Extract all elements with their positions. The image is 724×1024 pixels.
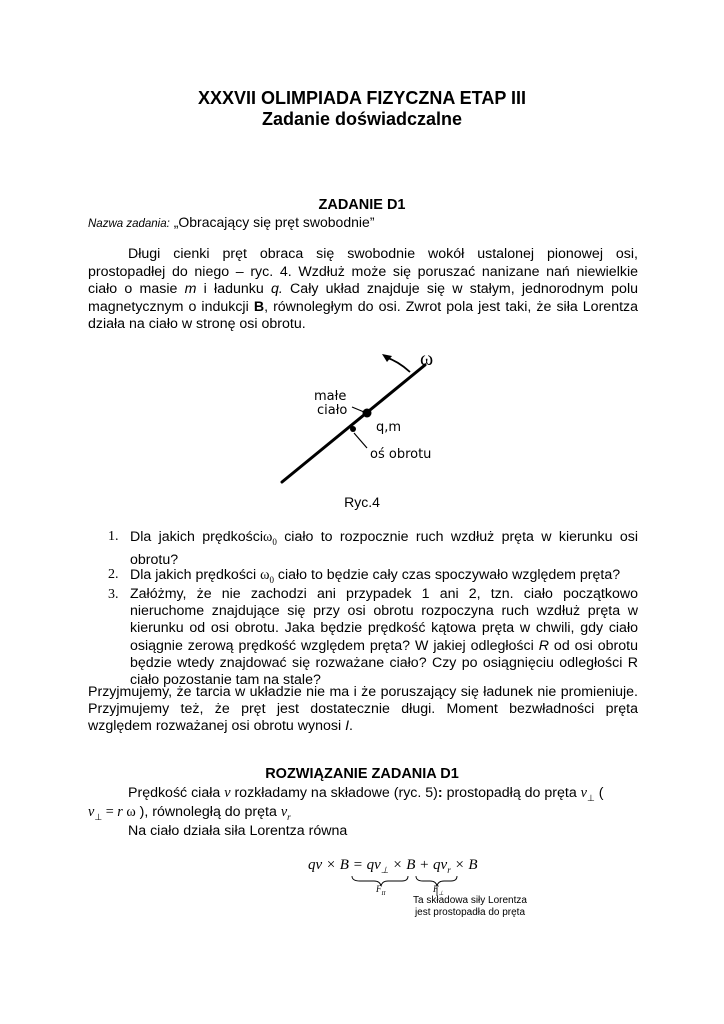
solution-text-1b: rozkładamy na składowe (ryc. 5) — [230, 785, 438, 801]
rotation-arrow-icon — [382, 354, 392, 362]
intro-m: m — [184, 281, 197, 297]
question-3-text-a: Załóżmy, że nie zachodzi ani przypadek 1 ani 2, tzn. ciało początkowo nieruchome znajdujące się przy osi obrotu rozpoczyna ruch wzdłuż pręta w kierunku od osi obrotu. Jaka będzie prędkość kątowa pręta w chwili, gdy ciało osiągnie zerową prędkość względem pręta? W jakiej odległości — [130, 586, 638, 654]
omega-label: ω — [420, 348, 434, 370]
solution-v-perp: v — [580, 785, 587, 801]
intro-B: B — [253, 298, 265, 315]
intro-text-1: Długi cienki pręt obraca się swobodnie wokół ustalonej pionowej osi, prostopadłej do niego – ryc. 4. Wzdłuż może się poruszać nanizane nań niewielkie ciało o masie — [88, 246, 638, 297]
solution-line-2 — [88, 804, 291, 823]
document-subtitle: Zadanie doświadczalne — [261, 109, 463, 129]
equation-braces — [350, 874, 470, 888]
question-3 — [108, 586, 638, 689]
intro-text-3: Cały układ znajduje się w stałym, jednorodnym polu magnetycznym o indukcji — [88, 281, 638, 315]
intro-text-2: i ładunku — [196, 281, 271, 297]
brace-label-parallel — [376, 884, 386, 897]
question-1-omega-sub: 0 — [272, 536, 277, 547]
axis-pointer — [354, 433, 367, 448]
intro-text-4: , równoległym do osi. Zwrot pola jest taki, że siła Lorentza działa na ciało w stronę osi obrotu. — [88, 298, 639, 332]
equation-term1-sub: ⊥ — [380, 865, 389, 875]
question-3-number: 3. — [108, 587, 119, 602]
question-1 — [108, 528, 638, 570]
assumptions-paragraph — [88, 684, 638, 736]
document-title: XXXVII OLIMPIADA FIZYCZNA ETAP III — [197, 88, 527, 108]
solution-heading: ROZWIĄZANIE ZADANIA D1 — [265, 766, 459, 782]
solution-line2-vr: v — [280, 804, 288, 820]
question-3-R: R — [538, 637, 549, 654]
solution-colon: : — [437, 785, 443, 801]
solution-line-1 — [128, 785, 648, 804]
question-2-text-a: Dla jakich prędkości — [130, 567, 261, 583]
equation-plus: + — [415, 857, 434, 873]
assumptions-end: . — [349, 718, 353, 735]
equation-lhs: qv × B = — [308, 857, 367, 873]
problem-name-label: Nazwa zadania: — [88, 218, 170, 230]
intro-paragraph — [88, 246, 638, 334]
solution-line2-r: r — [117, 804, 123, 820]
equation-term2-sub: r — [447, 865, 451, 875]
solution-text-1a: Prędkość ciała — [128, 785, 225, 801]
question-1-omega: ω — [263, 529, 273, 545]
equation-term1-rest: × B — [388, 857, 416, 873]
solution-line2-omega: ω — [122, 804, 136, 820]
brace2-sub: ⊥ — [438, 890, 444, 897]
solution-perp-sub: ⊥ — [586, 792, 595, 803]
question-1-text-b: ciało to rozpocznie ruch wzdłuż pręta w kierunku osi obrotu? — [130, 529, 638, 569]
rod-figure — [270, 345, 460, 495]
equation-note — [400, 895, 540, 919]
rod-line — [282, 365, 425, 482]
figure-caption: Ryc.4 — [344, 494, 380, 510]
charge-mass-label: q,m — [376, 420, 402, 435]
small-body-label-1: małe — [314, 389, 347, 404]
brace2-label: F — [433, 884, 439, 894]
question-3-text-b: od osi obrotu będzie wtedy znajdować się rozważane ciało? Czy po osiągnięciu odległości R ciało pozostanie tam na stale? — [130, 637, 638, 689]
problem-name-value: „Obracający się pręt swobodnie” — [173, 214, 375, 230]
brace1-sub: II — [381, 890, 386, 897]
equation-term2: qv — [433, 857, 448, 873]
solution-v: v — [224, 785, 231, 801]
equation-term1: qv — [366, 857, 381, 873]
question-2-omega-sub: 0 — [269, 574, 274, 585]
small-body-pointer — [352, 407, 364, 412]
small-body-dot — [363, 409, 372, 418]
solution-text-1c: prostopadłą do pręta — [442, 785, 581, 801]
intro-q: q. — [270, 281, 283, 297]
note-line-2: jest prostopadła do pręta — [414, 907, 526, 918]
question-1-number: 1. — [108, 529, 119, 544]
solution-line2-vr-sub: r — [287, 811, 291, 822]
solution-line2-v: v — [88, 804, 95, 820]
question-2-omega: ω — [260, 567, 270, 583]
solution-line2-perp: ⊥ — [94, 811, 103, 822]
question-2-number: 2. — [108, 567, 119, 582]
axis-label: oś obrotu — [370, 447, 432, 462]
problem-name — [88, 214, 374, 230]
question-1-text-a: Dla jakich prędkości — [130, 529, 263, 545]
assumptions-I: I — [345, 718, 350, 735]
solution-line2-eq: = — [102, 804, 118, 820]
axis-point — [350, 426, 356, 432]
assumptions-text: Przyjmujemy, że tarcia w układzie nie ma i że poruszający się ładunek nie promieniuje. Przyjmujemy też, że pręt jest dostatecznie długi. Moment bezwładności pręta względem rozważanej osi obrotu wynosi — [88, 684, 638, 735]
equation-term2-rest: × B — [450, 857, 478, 873]
note-line-1: Ta składowa siły Lorentza — [413, 895, 527, 906]
problem-heading: ZADANIE D1 — [318, 197, 406, 213]
question-2-text-b: ciało to będzie cały czas spoczywało względem pręta? — [273, 567, 621, 583]
brace1-label: F — [376, 884, 382, 894]
small-body-label-2: ciało — [317, 403, 348, 418]
solution-paren: ( — [598, 785, 604, 801]
solution-line2-text: ), równoległą do pręta — [135, 804, 281, 820]
solution-line-3: Na ciało działa siła Lorentza równa — [128, 823, 348, 839]
